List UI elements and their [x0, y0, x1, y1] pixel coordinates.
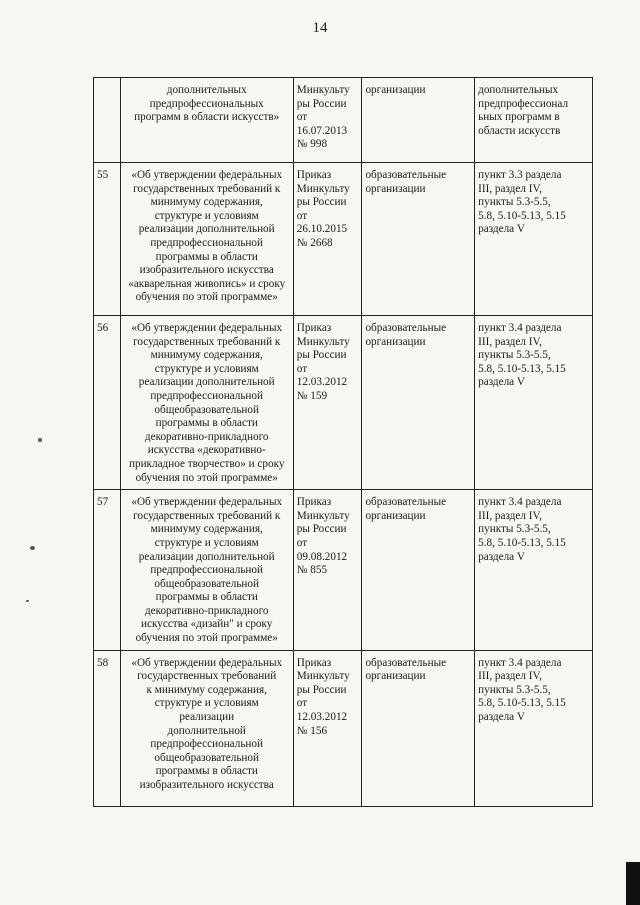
- applies-to: организации: [362, 78, 475, 163]
- document-title: «Об утверждении федеральных государственных требований к минимуму содержания, структуре и условиям реализации дополнительной предпрофессиональной общеобразовательной программы в области декоративно-прикладного искусства «дизайн" и сроку обучения по этой программе»: [120, 490, 293, 651]
- row-number: 57: [94, 490, 121, 651]
- table-row: [94, 78, 593, 163]
- page-number: 14: [312, 20, 328, 36]
- document-reference: Приказ Минкульту ры России от 12.03.2012 № 159: [293, 316, 362, 490]
- document-reference: Приказ Минкульту ры России от 12.03.2012 № 156: [293, 650, 362, 806]
- row-number: 56: [94, 316, 121, 490]
- applies-to: образовательные организации: [362, 163, 475, 316]
- structural-units: пункт 3.4 раздела III, раздел IV, пункты 5.3-5.5, 5.8, 5.10-5.13, 5.15 раздела V: [475, 650, 593, 806]
- document-title: «Об утверждении федеральных государственных требований к минимуму содержания, структуре и условиям реализации дополнительной предпрофессиональной общеобразовательной программы в области декоративно-прикладного искусства «декоративно- прикладное творчество» и сроку обучения по этой программе»: [120, 316, 293, 490]
- scan-speck: [38, 438, 42, 442]
- structural-units: пункт 3.3 раздела III, раздел IV, пункты 5.3-5.5, 5.8, 5.10-5.13, 5.15 раздела V: [475, 163, 593, 316]
- row-number: 58: [94, 650, 121, 806]
- document-title: «Об утверждении федеральных государственных требований к минимуму содержания, структуре и условиям реализации дополнительной предпрофессиональной программы в области изобразительного искусства «акварельная живопись» и сроку обучения по этой программе»: [120, 163, 293, 316]
- scan-speck: [26, 600, 29, 602]
- document-title: «Об утверждении федеральных государственных требований к минимуму содержания, структуре и условиям реализации дополнительной предпрофессиональной общеобразовательной программы в области изобразительного искусства: [120, 650, 293, 806]
- document-reference: Приказ Минкульту ры России от 09.08.2012 № 855: [293, 490, 362, 651]
- document-reference: Минкульту ры России от 16.07.2013 № 998: [293, 78, 362, 163]
- scan-speck: [30, 546, 35, 550]
- regulations-table: [93, 77, 593, 807]
- document-reference: Приказ Минкульту ры России от 26.10.2015 № 2668: [293, 163, 362, 316]
- table-row: [94, 490, 593, 651]
- structural-units: пункт 3.4 раздела III, раздел IV, пункты 5.3-5.5, 5.8, 5.10-5.13, 5.15 раздела V: [475, 490, 593, 651]
- applies-to: образовательные организации: [362, 490, 475, 651]
- scan-edge-mark: [626, 862, 640, 905]
- applies-to: образовательные организации: [362, 650, 475, 806]
- document-title: дополнительных предпрофессиональных программ в области искусств»: [120, 78, 293, 163]
- row-number: 55: [94, 163, 121, 316]
- applies-to: образовательные организации: [362, 316, 475, 490]
- table-row: [94, 316, 593, 490]
- table-row: [94, 650, 593, 806]
- structural-units: пункт 3.4 раздела III, раздел IV, пункты 5.3-5.5, 5.8, 5.10-5.13, 5.15 раздела V: [475, 316, 593, 490]
- structural-units: дополнительных предпрофессионал ьных программ в области искусств: [475, 78, 593, 163]
- row-number: [94, 78, 121, 163]
- table-row: [94, 163, 593, 316]
